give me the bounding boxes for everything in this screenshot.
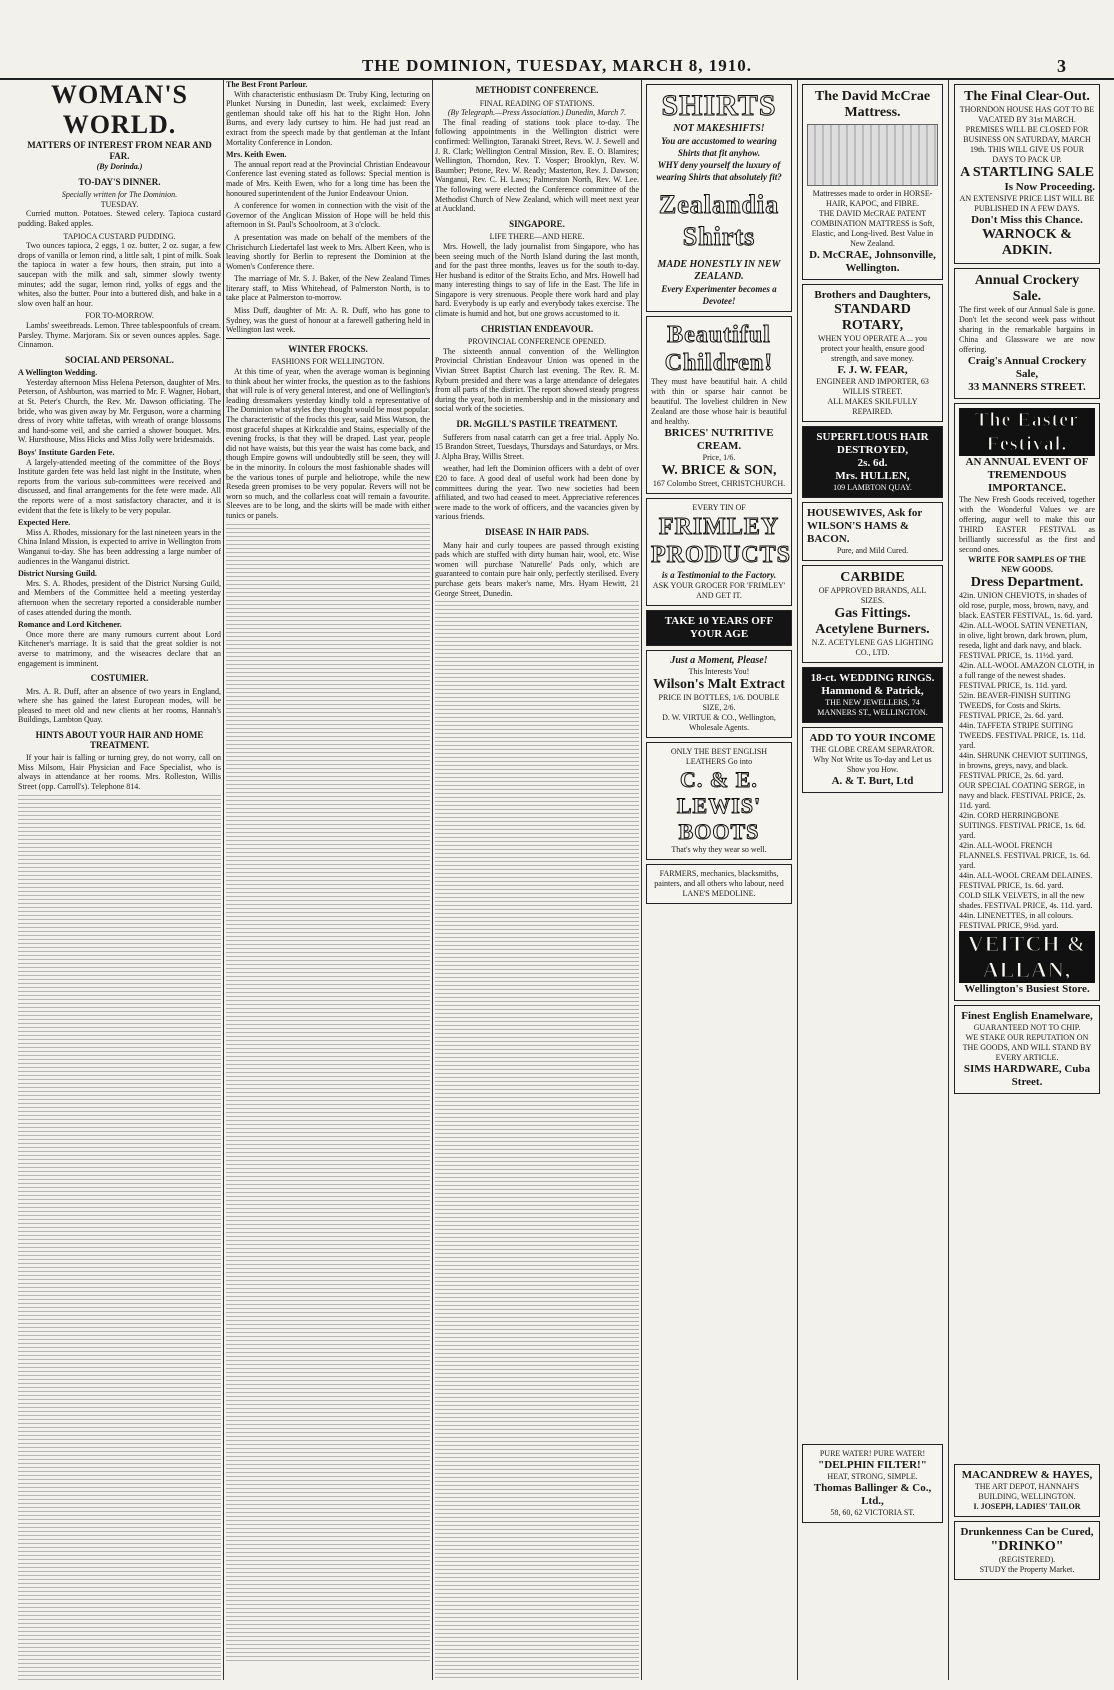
rotary-ad — [802, 284, 943, 422]
lewis-boots-ad — [646, 742, 792, 860]
article-subheading: FINAL READING OF STATIONS. — [479, 98, 595, 108]
article-heading: COSTUMIER. — [90, 673, 149, 684]
ad-brand: SHIRTS — [661, 89, 777, 122]
ad-headline: Annual Crockery Sale. — [974, 273, 1080, 304]
ad-name: Hammond & Patrick, — [821, 685, 924, 697]
ad-text: EVERY TIN OF — [692, 503, 746, 512]
dress-item: 44in. SHRUNK CHEVIOT SUITINGS, in browns, greys, navy, and black. FESTIVAL PRICE, 2s. 6d. yard. — [959, 751, 1088, 780]
article-heading: SOCIAL AND PERSONAL. — [65, 354, 174, 365]
article-text: Sufferers from nasal catarrh can get a free trial. Apply No. 15 Brandon Street, Tuesdays, Thursdays and Saturdays, or Mrs. J. Alpha Bray, Willis Street. — [435, 432, 639, 461]
section-subtitle: MATTERS OF INTEREST FROM NEAR AND FAR. — [27, 140, 212, 161]
ad-text: STUDY the Property Market. — [979, 1565, 1075, 1574]
body-text-block — [435, 601, 639, 1680]
article-text: Once more there are many rumours current about Lord Kitchener's marriage. It is said that the great soldier is not averse to matrimony, and the wiseacres declare that an engagement is imminent. — [18, 629, 221, 668]
article-text: A presentation was made on behalf of the members of the Christchurch Liedertafel last week to Mrs. Albert Keen, who is leaving shortly for Berlin to represent the Dominion at the Women's Conference there. — [226, 232, 430, 271]
ad-text: HEAT, STRONG, SIMPLE. — [827, 1472, 918, 1481]
drinko-ad — [954, 1521, 1100, 1580]
article-heading: METHODIST CONFERENCE. — [475, 85, 599, 95]
article-text: Miss Duff, daughter of Mr. A. R. Duff, who has gone to Sydney, was the guest of honour at a farewell gathering held in Wellington last week. — [226, 306, 430, 335]
day-heading: TUESDAY. — [100, 199, 139, 209]
ad-text: THE ART DEPOT, HANNAH'S BUILDING, WELLINGTON. — [974, 1482, 1080, 1501]
ad-price: PRICE IN BOTTLES, 1/6. DOUBLE SIZE, 2/6. — [658, 693, 780, 712]
ad-text: THE GLOBE CREAM SEPARATOR. — [810, 745, 935, 754]
subheading: District Nursing Guild. — [18, 569, 97, 579]
article-text: At this time of year, when the average woman is beginning to think about her winter frocks, the question as to the fashions that will rule is of very general interest, and one of Wellington's leading dressmakers yesterday kindly told a representative of The Dominion what styles they thought would be most popular. The characteristic of the frocks this year, said Miss Watson, the most graceful shapes at Kirkcaldie and Stains, especially of the evening frocks, is that they will be draped. Last year, people did not have waists, but this year the waist has come back, and though Empire gowns will undoubtedly still be seen, they will be in the minority. In colours the most fashionable shades will be the various tones of purple and heliotrope, while the new Reseda green promises to be very popular. Revers will not be worn so much, and the collarless coat will remain a favourite. Sleeves are to be long, and the skirts will be made with either tunics or panels. — [226, 367, 430, 520]
ad-name: WARNOCK & ADKIN. — [982, 227, 1072, 258]
ad-headline: A STARTLING SALE — [960, 165, 1094, 180]
article-heading: DR. McGILL'S PASTILE TREATMENT. — [456, 419, 618, 429]
menu: Lambs' sweetbreads. Lemon. Three tablespoonfuls of cream. Parsley. Thyme. Marjoram. Six or seven ounces apples. Sage. Cinnamon. — [18, 320, 221, 350]
article-text: The final reading of stations took place to-day. The following appointments in the Wellington district were confirmed: Wellington, Taranaki Street, Revs. W. J. Sewell and J. R. Clark; Wellington Central Mission, Rev. E. O. Blamires; Wellington, Thorndon, Rev. T. Vosper; Brooklyn, Rev. W. Baumber; Petone, Rev. W. Ready; Masterton, Rev. J. Dawson; Wanganui, Rev. C. H. Laws; Palmerston North, Rev. W. Lee. The following were elected the Conference committee of the Methodist Church of New Zealand, which will meet next year at Auckland. — [435, 117, 639, 214]
dress-item: 42in. UNION CHEVIOTS, in shades of old rose, purple, moss, brown, navy, and black. EASTER FESTIVAL, 1s. 6d. yard. — [959, 591, 1093, 620]
ad-text: ALL MAKES SKILFULLY REPAIRED. — [827, 397, 918, 416]
subheading: Romance and Lord Kitchener. — [18, 620, 122, 630]
article-text: Many hair and curly toupees are passed through existing pads which are stuffed with dirty human hair, wool, etc. Wise women will purchase 'Naturelle' Pads only, which are guaranteed to contain pure hair only, perfectly sterilised. Every purchase gets bears maker's name, Mrs. Hyam Hewitt, 21 George Street, Dunedin. — [435, 540, 639, 598]
column-womans-world — [18, 80, 221, 1680]
ad-text: You are accustomed to wearing Shirts that fit anyhow. — [661, 136, 777, 158]
masthead-title: THE DOMINION, TUESDAY, MARCH 8, 1910. — [361, 56, 753, 75]
bottom-ads-right — [952, 1460, 1102, 1584]
ad-address: THE NEW JEWELLERS, 74 MANNERS ST., WELLINGTON. — [817, 698, 928, 717]
ad-text: OF APPROVED BRANDS, ALL SIZES. — [818, 586, 927, 605]
ad-headline: The Final Clear-Out. — [964, 89, 1090, 104]
subheading: Expected Here. — [18, 518, 71, 528]
macandrew-ad — [954, 1464, 1100, 1517]
ad-brand: Beautiful Children! — [664, 322, 774, 376]
dress-item: 42in. ALL-WOOL FRENCH FLANNELS. FESTIVAL PRICE, 1s. 6d. yard. — [959, 841, 1091, 870]
ad-headline: TAKE 10 YEARS OFF YOUR AGE — [664, 615, 774, 640]
ad-headline: The Easter Festival. — [959, 408, 1095, 456]
wilson-malt-ad — [646, 650, 792, 738]
ad-name: I. JOSEPH, LADIES' TAILOR — [973, 1502, 1081, 1511]
ad-brand: "DRINKO" — [990, 1539, 1064, 1554]
ad-text: ONLY THE BEST ENGLISH LEATHERS Go into — [670, 747, 768, 766]
recipe-text: Two ounces tapioca, 2 eggs, 1 oz. butter, 2 oz. sugar, a few drops of vanilla or lemon rind, a little salt, 1 pint of milk. Soak the tapioca in water a few hours, then strain, put into a saucepan with the milk and salt, simmer slowly twenty minutes; add the sugar, lemon rind, yolks of eggs and the whites, also the butter. Pour into a buttered dish, and bake in a slow oven half an hour. — [18, 241, 221, 308]
ad-text: ENGINEER AND IMPORTER, 63 WILLIS STREET. — [816, 377, 929, 396]
ad-headline: HOUSEWIVES, Ask for WILSON'S HAMS & BACON. — [807, 507, 923, 545]
ad-price: Price, 1/6. — [702, 453, 736, 462]
delphin-filter-ad — [802, 1444, 943, 1523]
column-three — [435, 80, 639, 1680]
ad-name: MACANDREW & HAYES, — [961, 1469, 1093, 1481]
ad-text: PURE WATER! PURE WATER! — [819, 1449, 926, 1458]
ad-brand: VEITCH & ALLAN, — [959, 931, 1095, 983]
subheading: Boys' Institute Garden Fete. — [18, 448, 115, 458]
article-subheading: PROVINCIAL CONFERENCE OPENED. — [467, 337, 607, 347]
ad-name: W. BRICE & SON, — [661, 463, 777, 478]
column-ads-left — [644, 80, 794, 1680]
article-text: The annual report read at the Provincial Christian Endeavour Conference last evening stated as follows: Special mention is made of Mrs. Keith Ewen, who for a long time has been the honoured superintendent of the Junior Endeavour Union. — [226, 159, 430, 198]
ad-text: WRITE FOR SAMPLES OF THE NEW GOODS. — [968, 555, 1086, 574]
article-subheading: FASHIONS FOR WELLINGTON. — [271, 357, 385, 367]
take-years-ad — [646, 610, 792, 646]
dress-item: 42in. CORD HERRINGBONE SUITINGS. FESTIVAL PRICE, 1s. 6d. yard. — [959, 811, 1086, 840]
ad-headline: CARBIDE — [840, 570, 905, 585]
ad-headline: ADD TO YOUR INCOME — [809, 732, 936, 744]
article-text: weather, had left the Dominion officers with a debt of over £20 to face. A good deal of useful work had been done by committees during the year. Two new societies had been affiliated, and two had ceased to meet. Appreciative references were made to the work of officers, and the vacancies given by various friends. — [435, 464, 639, 522]
medoline-ad — [646, 864, 792, 904]
ad-brand: STANDARD ROTARY, — [834, 302, 911, 333]
byline: (By Telegraph.—Press Association.) Dunedin, March 7. — [447, 108, 627, 118]
ad-text: ASK YOUR GROCER FOR 'FRIMLEY' AND GET IT. — [652, 581, 786, 600]
column-rule — [948, 80, 949, 1680]
article-subheading: LIFE THERE—AND HERE. — [489, 232, 585, 242]
ad-text: Don't Miss this Chance. — [971, 214, 1083, 226]
ad-name: Craig's Annual Crockery Sale, — [967, 355, 1087, 380]
article-heading: TO-DAY'S DINNER. — [78, 176, 161, 187]
ad-text: Pure, and Mild Cured. — [836, 546, 909, 555]
ad-name: N.Z. ACETYLENE GAS LIGHTING CO., LTD. — [811, 638, 934, 657]
ad-price: 2s. 6d. — [857, 457, 888, 469]
article-heading: CHRISTIAN ENDEAVOUR. — [480, 323, 594, 334]
dress-item: 44in. TAFFETA STRIPE SUITING TWEEDS. FESTIVAL PRICE, 1s. 11d. yard. — [959, 721, 1086, 750]
recipe-heading: TAPIOCA CUSTARD PUDDING. — [63, 231, 176, 241]
article-text: Yesterday afternoon Miss Helena Peterson, daughter of Mrs. Peterson, of Ashburton, was married to Mr. F. Wagner, Hobart, at St. Peter's Church, the Rev. Mr. Dawson officiating. The bride, who was given away by Mr. Ferguson, wore a charming dress of ivory white taffetas, with wreath of orange blossoms and hand-some veil, and she carried a shower bouquet. Mrs. W. Hursthouse, Miss Hicks and Miss Jolly were bridesmaids. — [18, 377, 221, 445]
ad-text: Is Now Proceeding. — [1004, 181, 1095, 193]
masthead — [0, 56, 1114, 80]
ad-text: MADE HONESTLY IN NEW ZEALAND. — [657, 259, 781, 282]
mattress-illustration — [807, 124, 938, 186]
section-title: WOMAN'S WORLD. — [51, 80, 188, 139]
ad-name: F. J. W. FEAR, — [837, 364, 908, 376]
dress-item: 52in. BEAVER-FINISH SUITING TWEEDS, for Costs and Skirts. FESTIVAL PRICE, 2s. 6d. yard. — [959, 691, 1071, 720]
ad-brand: FRIMLEY PRODUCTS — [651, 514, 792, 568]
ad-text: That's why they wear so well. — [671, 845, 767, 854]
article-heading: HINTS ABOUT YOUR HAIR AND HOME TREATMENT. — [35, 730, 204, 750]
carbide-ad — [802, 565, 943, 663]
ad-headline: SUPERFLUOUS HAIR DESTROYED, — [816, 431, 929, 456]
article-text: Miss A. Rhodes, missionary for the last nineteen years in the China Inland Mission, is expected to arrive in Wellington from Wanganui to-day. She has been addressing a large number of audiences in the Wanganui district. — [18, 527, 221, 566]
article-heading: WINTER FROCKS. — [288, 343, 368, 354]
dress-item: COLD SILK VELVETS, in all the new shades. FESTIVAL PRICE, 4s. 11d. yard. — [959, 891, 1093, 910]
article-text: With characteristic enthusiasm Dr. Truby King, lecturing on Plunket Nursing in Dunedin, last week, exclaimed: Every gentleman should take off his hat to the Right Hon. John Burns, and every lady curtsey to him. He had just read an extract from the speech made by that gentleman at the Infant Mortality Conference in London. — [226, 89, 430, 147]
ad-headline: Dress Department. — [970, 575, 1084, 590]
globe-separator-ad — [802, 727, 943, 793]
subheading: The Best Front Parlour. — [226, 80, 308, 89]
subheading: A Wellington Wedding. — [18, 368, 98, 378]
wedding-rings-ad — [802, 667, 943, 723]
dress-item: OUR SPECIAL COATING SERGE, in navy and black. FESTIVAL PRICE, 2s. 11d. yard. — [959, 781, 1086, 810]
ad-headline: The David McCrae Mattress. — [814, 89, 931, 120]
article-text: Mrs. Howell, the lady journalist from Singapore, who has been seeing much of the North Island during the last month, and for the past three months, leaves us for the south to-day. Her husband is editor of the Straits Echo, and Mrs. Howell had many interesting things to say of life in the East. The life in Singapore is very strenuous. People there work hard and play hard. Everybody is up early and everybody takes exercise. The climate is humid and hot, but one grows accustomed to it. — [435, 241, 639, 319]
crockery-ad — [954, 268, 1100, 399]
ad-address: 109 LAMBTON QUAY. — [833, 483, 912, 492]
wilson-hams-ad — [802, 502, 943, 561]
ad-text: D. W. VIRTUE & CO., Wellington, Wholesale Agents. — [662, 713, 776, 732]
ad-text: The New Fresh Goods received, together with the Wonderful Values we are offering, augur well to make this our THIRD EASTER FESTIVAL as brilliantly successful as the first and second ones. — [959, 495, 1095, 554]
ad-headline: Brothers and Daughters, — [814, 289, 931, 301]
frimley-ad — [646, 498, 792, 606]
article-text: A largely-attended meeting of the committee of the Boys' Institute garden fete was held last night in the Institute, when reports from the various sub-committees were received and discussed, and final arrangements for the fete were made. All the reports were of a most satisfactory character, and it is evident that the fete is likely to be very popular. — [18, 457, 221, 515]
body-text-block — [18, 795, 221, 1680]
subheading: Mrs. Keith Ewen. — [226, 150, 287, 160]
ad-name: SIMS HARDWARE, Cuba Street. — [963, 1063, 1091, 1088]
ad-text: AN ANNUAL EVENT OF TREMENDOUS IMPORTANCE. — [965, 456, 1089, 494]
article-text: A conference for women in connection with the visit of the Governor of the Anglican Mission of Hope will be held this afternoon in St. Paul's Schoolroom, at 3 o'clock. — [226, 201, 430, 230]
day-heading: FOR TO-MORROW. — [85, 311, 154, 321]
ad-headline: Drunkenness Can be Cured, — [960, 1526, 1094, 1538]
ad-brand: Zealandia Shirts — [658, 190, 780, 251]
ad-text: (REGISTERED). — [998, 1555, 1056, 1564]
ad-text: Wellington's Busiest Store. — [964, 983, 1090, 995]
ad-name: D. McCRAE, Johnsonville, Wellington. — [809, 249, 936, 274]
ad-text: WHEN YOU OPERATE A ... you protect your health, ensure good strength, and save money. — [817, 334, 928, 363]
column-rule — [641, 80, 642, 1680]
byline: (By Dorinda.) — [96, 162, 143, 171]
mccrae-mattress-ad — [802, 84, 943, 280]
ad-text: They must have beautiful hair. A child with thin or sparse hair cannot be beautiful. The loveliest children in New Zealand are those whose hair is beautiful and healthy. — [651, 377, 787, 426]
ad-text: WE STAKE OUR REPUTATION ON THE GOODS, AND WILL STAND BY EVERY ARTICLE. — [962, 1033, 1092, 1062]
shirts-ad — [646, 84, 792, 312]
column-rule — [432, 80, 433, 1680]
ad-headline: Acetylene Burners. — [815, 622, 930, 637]
ad-text: THE DAVID McCRAE PATENT COMBINATION MATTRESS is Soft, Elastic, and Long-lived. Best Value in New Zealand. — [810, 209, 935, 248]
superfluous-hair-ad — [802, 426, 943, 498]
note: Specially written for The Dominion. — [61, 190, 178, 200]
ad-text: WHY deny yourself the luxury of wearing Shirts that absolutely fit? — [656, 160, 782, 182]
dress-item: 44in. ALL-WOOL CREAM DELAINES. FESTIVAL PRICE, 1s. 6d. yard. — [959, 871, 1093, 890]
column-rule — [223, 80, 224, 1680]
ad-text: FARMERS, mechanics, blacksmiths, painters, and all others who labour, need LANE'S MEDOLINE. — [654, 869, 784, 898]
ad-text: is a Testimonial to the Factory. — [661, 570, 777, 580]
bottom-ads-left — [800, 1440, 945, 1527]
ad-text: This Interests You! — [688, 667, 750, 676]
dress-item-list — [959, 591, 1095, 931]
article-text: The sixteenth annual convention of the Wellington Provincial Christian Endeavour Union was opened in the Vivian Street Baptist Church last evening. The Rev. R. M. Ryburn presided and there was a large attendance of delegates from all parts of the district. The report showed steady progress during the year, both in membership and in the missionary and social work of the societies. — [435, 346, 639, 414]
ad-text: Mattresses made to order in HORSE-HAIR, KAPOC, and FIBRE. — [812, 189, 933, 208]
ad-headline: 18-ct. WEDDING RINGS. — [810, 672, 935, 684]
article-text: Mrs. A. R. Duff, after an absence of two years in England, where she has gained the latest European modes, will be pleased to meet old and new clients at her rooms, Hannah's Buildings, Lambton Quay. — [18, 686, 221, 725]
ad-name: Thomas Ballinger & Co., Ltd., — [813, 1482, 932, 1507]
column-ads-right — [952, 80, 1102, 1680]
brices-ad — [646, 316, 792, 494]
divider — [226, 338, 430, 339]
dress-item: 42in. ALL-WOOL AMAZON CLOTH, in a full range of the newest shades. FESTIVAL PRICE, 1s. 11d. yard. — [959, 661, 1095, 690]
easter-festival-ad — [954, 403, 1100, 1001]
ad-text: THORNDON HOUSE HAS GOT TO BE VACATED BY 31st MARCH. PREMISES WILL BE CLOSED FOR BUSINESS ON SATURDAY, MARCH 19th. THIS WILL GIVE US FOUR DAYS TO PACK UP. — [959, 105, 1095, 164]
column-two — [226, 80, 430, 1680]
ad-address: 33 MANNERS STREET. — [968, 381, 1086, 393]
menu: Curried mutton. Potatoes. Stewed celery. Tapioca custard pudding. Baked apples. — [18, 209, 221, 228]
article-text: If your hair is falling or turning grey, do not worry, call on Miss Milsom, Hair Physician and Face Specialist, who is always in attendance at her rooms. Mrs. Rolleston, Willis Street (opp. Carroll's). Telephone 814. — [18, 753, 221, 792]
ad-text: Just a Moment, Please! — [670, 655, 768, 666]
body-text-block — [226, 524, 430, 1664]
ad-text: Why Not Write us To-day and Let us Show you How. — [813, 755, 932, 774]
ad-brand: "DELPHIN FILTER!" — [818, 1459, 927, 1471]
ad-text: Every Experimenter becomes a Devotee! — [661, 284, 777, 306]
ad-brand: C. & E. LEWIS' BOOTS — [676, 767, 762, 844]
ad-tagline: NOT MAKESHIFTS! — [673, 123, 765, 134]
ad-address: 58, 60, 62 VICTORIA ST. — [830, 1508, 915, 1517]
column-rule — [797, 80, 798, 1680]
dress-item: 44in. LINENETTES, in all colours. FESTIVAL PRICE, 9½d. yard. — [959, 911, 1073, 930]
article-heading: SINGAPORE. — [509, 218, 565, 229]
ad-text: AN EXTENSIVE PRICE LIST WILL BE PUBLISHED IN A FEW DAYS. — [959, 194, 1095, 213]
article-heading: DISEASE IN HAIR PADS. — [485, 526, 589, 537]
ad-brand: Wilson's Malt Extract — [653, 677, 785, 692]
article-text: Mrs. S. A. Rhodes, president of the District Nursing Guild, and Members of the Committee held a meeting yesterday afternoon when the secretary reported a considerable number of cases attended during the month. — [18, 578, 221, 617]
ad-name: A. & T. Burt, Ltd — [831, 775, 914, 787]
page-number: 3 — [1057, 56, 1066, 76]
ad-headline: Finest English Enamelware, — [961, 1010, 1093, 1022]
ad-address: 167 Colombo Street, CHRISTCHURCH. — [652, 479, 786, 488]
ad-headline: Gas Fittings. — [834, 606, 911, 621]
article-text: The marriage of Mr. S. J. Baker, of the New Zealand Times literary staff, to Miss Whitehead, of Palmerston North, is to take place at Palmerston to-morrow. — [226, 274, 430, 303]
clear-out-ad — [954, 84, 1100, 264]
enamelware-ad — [954, 1005, 1100, 1094]
ad-product: BRICES' NUTRITIVE CREAM. — [664, 427, 774, 452]
ad-name: Mrs. HULLEN, — [835, 470, 910, 482]
ad-text: GUARANTEED NOT TO CHIP. — [973, 1023, 1081, 1032]
ad-text: The first week of our Annual Sale is gone. Don't let the second week pass without sharing in the remarkable bargains in China and Glassware we are now offering. — [959, 305, 1095, 354]
dress-item: 42in. ALL-WOOL SATIN VENETIAN, in olive, light brown, dark brown, plum, reseda, light and dark navy, and black. FESTIVAL PRICE, 1s. 11½d. yard. — [959, 621, 1088, 660]
